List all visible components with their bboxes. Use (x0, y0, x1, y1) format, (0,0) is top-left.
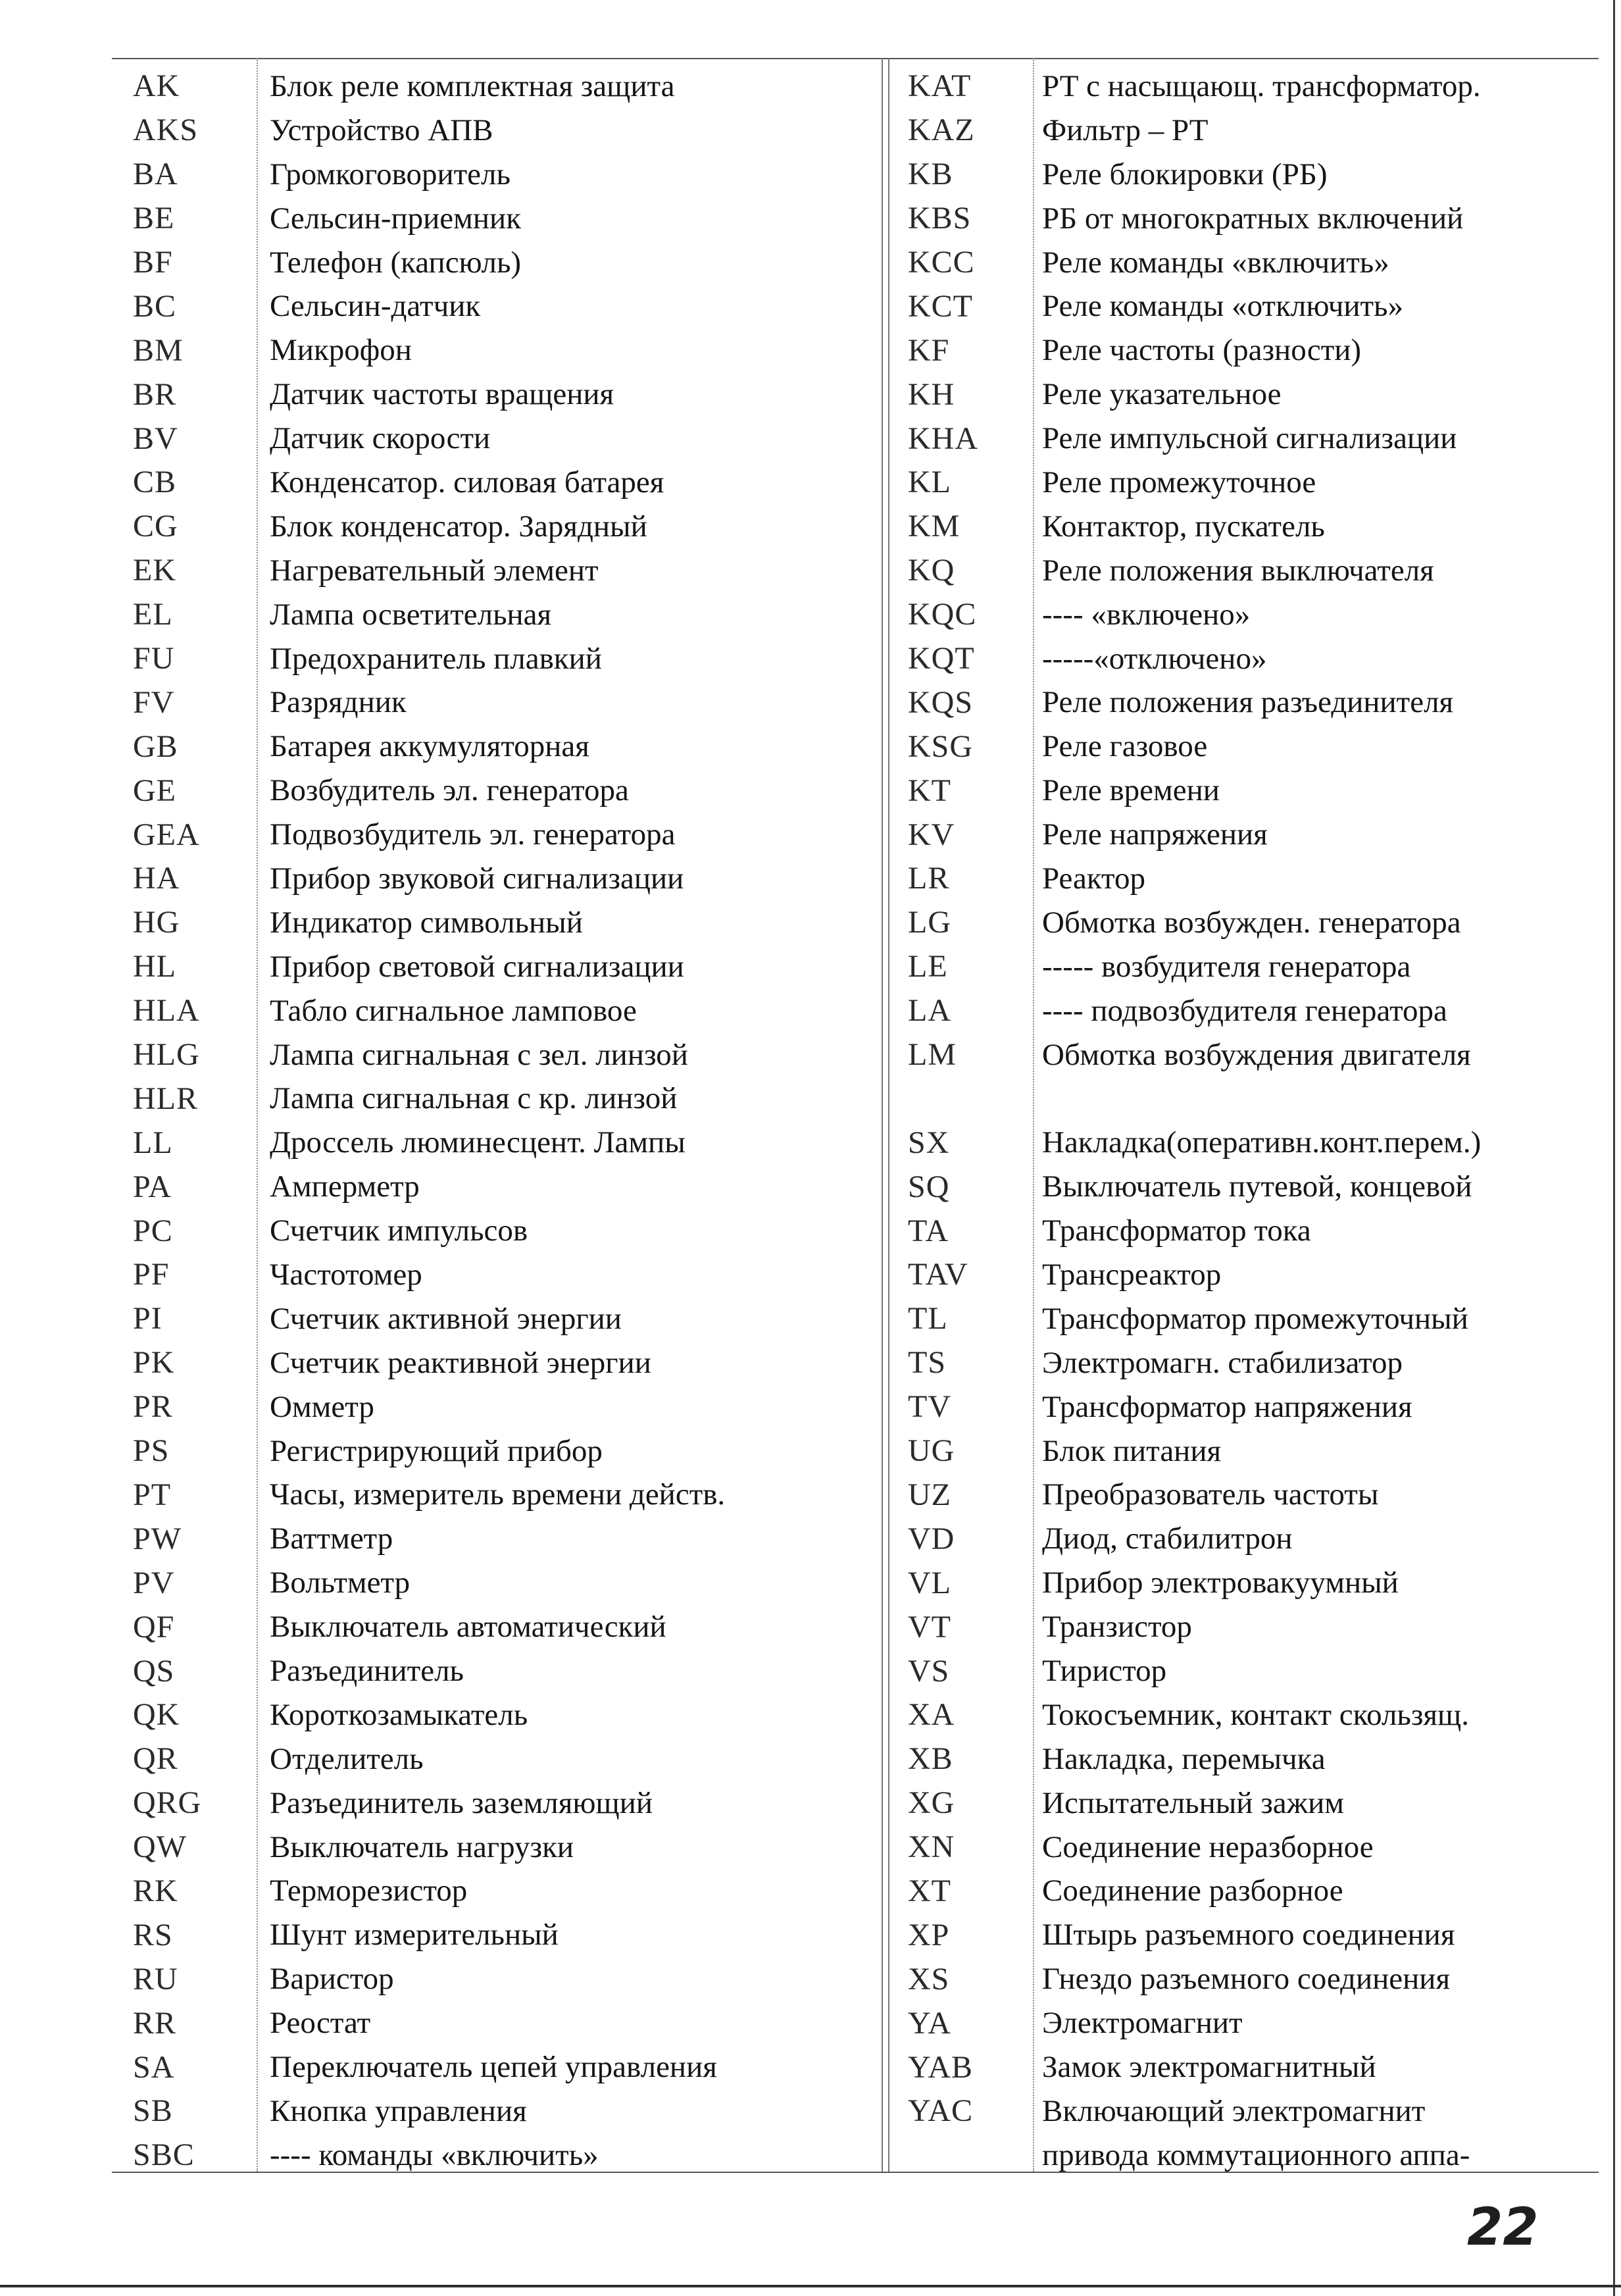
table-row (112, 1209, 875, 1253)
table-row (112, 989, 875, 1033)
designation-description: Датчик частоты вращения (270, 377, 614, 412)
designation-description: привода коммутационного аппа- (1042, 2137, 1470, 2172)
table-row (112, 1693, 875, 1737)
designation-code: KAZ (908, 113, 975, 148)
table-row (895, 1341, 1599, 1385)
designation-table (112, 58, 1599, 2177)
table-row (895, 901, 1599, 945)
designation-code: PV (133, 1565, 175, 1600)
table-row (112, 1737, 875, 1781)
designation-code: CB (133, 465, 177, 500)
designation-description: Тиристор (1042, 1654, 1167, 1688)
table-row (895, 680, 1599, 725)
designation-code: VT (908, 1609, 951, 1645)
designation-description: Варистор (270, 1962, 394, 1997)
designation-description: Реле команды «отключить» (1042, 289, 1403, 324)
designation-description: Транзистор (1042, 1610, 1192, 1645)
designation-description: Накладка(оперативн.конт.перем.) (1042, 1125, 1482, 1160)
table-row (895, 2001, 1599, 2045)
table-row (895, 1517, 1599, 1561)
designation-code: VS (908, 1653, 950, 1689)
designation-description: Лампа осветительная (270, 597, 552, 632)
table-row (895, 64, 1599, 109)
designation-code: UG (908, 1433, 955, 1469)
designation-code: TV (908, 1389, 951, 1425)
table-row (112, 109, 875, 153)
table-row (895, 1957, 1599, 2001)
table-row (112, 813, 875, 857)
table-row (895, 1209, 1599, 1253)
designation-code: GE (133, 773, 176, 808)
table-row (895, 1165, 1599, 1209)
designation-description: Вольтметр (270, 1566, 411, 1600)
designation-description: Испытательный зажим (1042, 1785, 1345, 1820)
table-row (895, 241, 1599, 285)
table-row (112, 2045, 875, 2089)
designation-description: Конденсатор. силовая батарея (270, 465, 664, 499)
designation-code: CG (133, 509, 178, 544)
designation-description: Реле газовое (1042, 729, 1208, 764)
table-row (895, 372, 1599, 417)
table-row (895, 417, 1599, 461)
table-row (895, 989, 1599, 1033)
table-row (895, 1605, 1599, 1649)
designation-description: Ваттметр (270, 1521, 393, 1556)
designation-description: Разъединитель заземляющий (270, 1785, 653, 1820)
designation-description: Реактор (1042, 861, 1145, 896)
designation-code: BR (133, 376, 177, 412)
designation-code: PF (133, 1257, 170, 1292)
designation-code: QR (133, 1741, 178, 1777)
table-row (895, 945, 1599, 989)
designation-description: Телефон (капсюль) (270, 245, 522, 280)
designation-code: RU (133, 1961, 178, 1997)
designation-description: Контактор, пускатель (1042, 509, 1325, 544)
designation-description: -----«отключено» (1042, 641, 1267, 676)
designation-description: Кнопка управления (270, 2093, 527, 2128)
designation-code: XP (908, 1917, 950, 1952)
table-row (895, 1561, 1599, 1605)
table-row (895, 1077, 1599, 1121)
table-row (895, 284, 1599, 328)
table-row (895, 1825, 1599, 1870)
table-row (895, 1913, 1599, 1957)
designation-description: Часы, измеритель времени действ. (270, 1477, 726, 1512)
table-row (895, 1429, 1599, 1473)
table-row (112, 637, 875, 681)
designation-description: Соединение разборное (1042, 1874, 1343, 1908)
designation-code: KQ (908, 553, 955, 588)
designation-description: ---- «включено» (1042, 597, 1251, 632)
designation-code: KF (908, 332, 950, 368)
table-row (112, 901, 875, 945)
designation-code: KSG (908, 728, 974, 764)
designation-description: Регистрирующий прибор (270, 1433, 603, 1468)
designation-description: Накладка, перемычка (1042, 1741, 1326, 1776)
designation-description: Лампа сигнальная с кр. линзой (270, 1081, 678, 1116)
designation-description: Выключатель нагрузки (270, 1829, 574, 1864)
designation-description: Возбудитель эл. генератора (270, 773, 629, 808)
table-row (112, 680, 875, 725)
designation-description: Электромагн. стабилизатор (1042, 1345, 1403, 1380)
designation-code: PI (133, 1301, 162, 1337)
designation-description: Реле частоты (разности) (1042, 333, 1362, 368)
table-row (112, 241, 875, 285)
designation-code: EL (133, 597, 173, 632)
designation-description: Батарея аккумуляторная (270, 729, 589, 764)
designation-code: LR (908, 861, 950, 896)
designation-description: Шунт измерительный (270, 1918, 559, 1952)
table-row (112, 284, 875, 328)
center-divider-second (888, 58, 889, 2172)
designation-description: Реостат (270, 2006, 371, 2041)
designation-description: Прибор электровакуумный (1042, 1566, 1399, 1600)
designation-description: Микрофон (270, 333, 412, 368)
table-row (895, 1473, 1599, 1518)
designation-description: Реле положения выключателя (1042, 553, 1434, 588)
designation-description: РТ с насыщающ. трансформатор. (1042, 68, 1481, 103)
table-row (895, 1121, 1599, 1165)
table-row (112, 505, 875, 549)
designation-description: Сельсин-датчик (270, 289, 481, 324)
designation-code: XA (908, 1697, 955, 1733)
designation-description: Сельсин-приемник (270, 201, 522, 236)
table-row (112, 549, 875, 593)
table-row (895, 1870, 1599, 1914)
designation-description: Амперметр (270, 1169, 420, 1204)
designation-description: Подвозбудитель эл. генератора (270, 817, 676, 852)
designation-code: KV (908, 817, 955, 852)
designation-description: Замок электромагнитный (1042, 2050, 1376, 2085)
designation-code: EK (133, 553, 176, 588)
designation-description: Трансреактор (1042, 1257, 1222, 1292)
table-row (895, 1693, 1599, 1737)
table-row (895, 549, 1599, 593)
designation-code: QK (133, 1697, 180, 1733)
page-number: 22 (1467, 2198, 1539, 2257)
designation-code: KHA (908, 421, 978, 456)
designation-code: YA (908, 2005, 952, 2041)
designation-code: KL (908, 465, 951, 500)
table-row (112, 328, 875, 372)
designation-description: Трансформатор тока (1042, 1213, 1311, 1248)
right-column (895, 64, 1599, 2178)
designation-description: Дроссель люминесцент. Лампы (270, 1125, 686, 1160)
designation-code: VL (908, 1565, 951, 1600)
designation-code: KQC (908, 597, 977, 632)
designation-description: РБ от многократных включений (1042, 201, 1464, 236)
designation-description: Трансформатор промежуточный (1042, 1301, 1468, 1336)
table-row (112, 1870, 875, 1914)
table-row (112, 153, 875, 197)
designation-description: Нагревательный элемент (270, 553, 599, 588)
table-row (895, 505, 1599, 549)
designation-description: Реле импульсной сигнализации (1042, 421, 1457, 456)
designation-description: Реле блокировки (РБ) (1042, 157, 1328, 191)
designation-code: QF (133, 1609, 175, 1645)
table-row (112, 1913, 875, 1957)
designation-description: Громкоговоритель (270, 157, 511, 191)
designation-description: ----- возбудителя генератора (1042, 949, 1411, 984)
designation-code: BC (133, 288, 177, 324)
table-row (112, 1825, 875, 1870)
table-row (112, 417, 875, 461)
table-row (112, 2001, 875, 2045)
table-row (112, 1341, 875, 1385)
designation-code: SA (133, 2049, 175, 2085)
page-bottom-border (0, 2285, 1621, 2287)
designation-code: BF (133, 245, 173, 280)
designation-code: HL (133, 949, 176, 984)
designation-description: Гнездо разъемного соединения (1042, 1962, 1451, 1997)
table-row (112, 1781, 875, 1825)
designation-code: RR (133, 2005, 177, 2041)
designation-description: Разъединитель (270, 1654, 464, 1688)
designation-code: XT (908, 1873, 951, 1908)
table-row (112, 1517, 875, 1561)
designation-code: BM (133, 332, 184, 368)
designation-code: QW (133, 1829, 187, 1865)
designation-code: LA (908, 993, 951, 1029)
designation-description: Короткозамыкатель (270, 1697, 528, 1732)
designation-description: Выключатель автоматический (270, 1610, 666, 1645)
table-row (112, 769, 875, 813)
table-row (895, 1385, 1599, 1429)
designation-code: KQT (908, 641, 975, 676)
designation-description: Блок питания (1042, 1433, 1222, 1468)
table-row (112, 1561, 875, 1605)
table-row (895, 328, 1599, 372)
designation-description: Отделитель (270, 1741, 424, 1776)
designation-description: Реле промежуточное (1042, 465, 1316, 499)
table-row (895, 2133, 1599, 2178)
designation-description: ---- команды «включить» (270, 2137, 599, 2172)
designation-description: Счетчик импульсов (270, 1213, 528, 1248)
page-right-border (1613, 0, 1615, 2296)
table-row (895, 153, 1599, 197)
designation-code: TS (908, 1345, 947, 1381)
table-row (112, 1121, 875, 1165)
table-row (895, 2089, 1599, 2133)
designation-code: LM (908, 1037, 957, 1073)
designation-code: AKS (133, 113, 199, 148)
designation-code: PT (133, 1477, 172, 1512)
designation-description: Индикатор символьный (270, 905, 583, 940)
designation-description: Разрядник (270, 685, 407, 720)
table-row (112, 1165, 875, 1209)
table-row (112, 1033, 875, 1077)
table-row (895, 593, 1599, 637)
designation-description: Реле времени (1042, 773, 1220, 808)
designation-description: Блок конденсатор. Зарядный (270, 509, 647, 544)
table-row (895, 1781, 1599, 1825)
designation-code: SBC (133, 2137, 195, 2173)
designation-code: KB (908, 157, 953, 192)
designation-description: Устройство АПВ (270, 113, 493, 147)
designation-code: KH (908, 376, 955, 412)
designation-code: RK (133, 1873, 178, 1908)
designation-code: XB (908, 1741, 953, 1777)
designation-description: Счетчик реактивной энергии (270, 1345, 651, 1380)
table-row (112, 1957, 875, 2001)
designation-code: LE (908, 949, 948, 984)
designation-code: TAV (908, 1257, 968, 1292)
designation-code: KQS (908, 684, 974, 720)
designation-description: Прибор звуковой сигнализации (270, 861, 684, 896)
designation-description: Диод, стабилитрон (1042, 1521, 1293, 1556)
designation-description: Омметр (270, 1389, 374, 1424)
table-row (112, 461, 875, 505)
designation-code: UZ (908, 1477, 951, 1512)
table-row (895, 637, 1599, 681)
designation-code: KBS (908, 201, 972, 236)
designation-code: HA (133, 861, 180, 896)
designation-code: QRG (133, 1785, 202, 1821)
table-row (112, 1253, 875, 1297)
designation-code: PC (133, 1213, 173, 1248)
designation-description: Прибор световой сигнализации (270, 949, 684, 984)
designation-code: SQ (908, 1169, 950, 1204)
table-row (112, 725, 875, 769)
table-row (112, 2089, 875, 2133)
table-row (895, 725, 1599, 769)
designation-description: Частотомер (270, 1257, 422, 1292)
table-row (112, 1429, 875, 1473)
designation-code: HLA (133, 993, 200, 1029)
designation-code: HG (133, 905, 180, 940)
table-row (895, 769, 1599, 813)
table-top-rule (112, 58, 1599, 59)
designation-code: PR (133, 1389, 173, 1425)
designation-description: Обмотка возбужден. генератора (1042, 905, 1461, 940)
designation-code: GEA (133, 817, 200, 852)
designation-description: Соединение неразборное (1042, 1829, 1374, 1864)
table-row (895, 1033, 1599, 1077)
designation-code: VD (908, 1521, 955, 1556)
table-row (112, 1385, 875, 1429)
designation-code: AK (133, 68, 180, 104)
designation-code: PW (133, 1521, 182, 1556)
designation-code: FU (133, 641, 175, 676)
designation-description: Реле указательное (1042, 377, 1282, 412)
designation-description: Блок реле комплектная защита (270, 68, 675, 103)
table-row (112, 2133, 875, 2178)
designation-description: Счетчик активной энергии (270, 1301, 622, 1336)
designation-description: ---- подвозбудителя генератора (1042, 993, 1447, 1028)
table-row (895, 1253, 1599, 1297)
designation-code: HLR (133, 1081, 198, 1116)
designation-code: KCC (908, 245, 975, 280)
table-row (895, 857, 1599, 901)
designation-description: Выключатель путевой, концевой (1042, 1169, 1472, 1204)
table-row (895, 197, 1599, 241)
table-row (112, 372, 875, 417)
table-row (112, 1077, 875, 1121)
designation-description: Лампа сигнальная с зел. линзой (270, 1037, 688, 1072)
designation-description: Реле напряжения (1042, 817, 1268, 852)
table-row (895, 109, 1599, 153)
designation-code: BA (133, 157, 178, 192)
designation-code: TL (908, 1301, 948, 1337)
designation-code: YAB (908, 2049, 974, 2085)
designation-description: Фильтр – РТ (1042, 113, 1209, 147)
designation-description: Реле команды «включить» (1042, 245, 1389, 280)
table-row (112, 1649, 875, 1693)
designation-code: HLG (133, 1037, 200, 1073)
table-row (895, 1737, 1599, 1781)
designation-code: GB (133, 728, 178, 764)
table-row (112, 64, 875, 109)
designation-code: KCT (908, 288, 973, 324)
designation-description: Реле положения разъединителя (1042, 685, 1454, 720)
table-row (112, 593, 875, 637)
designation-description: Обмотка возбуждения двигателя (1042, 1037, 1471, 1072)
designation-code: KAT (908, 68, 972, 104)
designation-code: PK (133, 1345, 175, 1381)
table-row (895, 1649, 1599, 1693)
designation-description: Включающий электромагнит (1042, 2093, 1426, 2128)
designation-code: KT (908, 773, 951, 808)
designation-code: TA (908, 1213, 949, 1248)
table-row (112, 1473, 875, 1518)
table-row (112, 197, 875, 241)
table-row (112, 945, 875, 989)
table-row (895, 1297, 1599, 1341)
designation-code: LG (908, 905, 951, 940)
designation-description: Электромагнит (1042, 2006, 1243, 2041)
table-row (112, 1297, 875, 1341)
designation-description: Штырь разъемного соединения (1042, 1918, 1455, 1952)
designation-code: PS (133, 1433, 170, 1469)
designation-code: PA (133, 1169, 172, 1204)
designation-code: XN (908, 1829, 955, 1865)
designation-code: KM (908, 509, 960, 544)
table-row (895, 461, 1599, 505)
designation-code: SB (133, 2093, 173, 2129)
designation-description: Датчик скорости (270, 421, 491, 456)
designation-code: QS (133, 1653, 175, 1689)
table-row (112, 857, 875, 901)
designation-code: BV (133, 421, 178, 456)
table-row (895, 2045, 1599, 2089)
designation-code: LL (133, 1125, 173, 1160)
designation-code: YAC (908, 2093, 974, 2129)
designation-code: FV (133, 684, 175, 720)
designation-description: Табло сигнальное ламповое (270, 993, 637, 1028)
designation-description: Токосъемник, контакт скользящ. (1042, 1697, 1469, 1732)
center-divider (882, 58, 883, 2172)
left-column (112, 64, 875, 2178)
table-row (112, 1605, 875, 1649)
designation-code: XS (908, 1961, 950, 1997)
designation-code: SX (908, 1125, 950, 1160)
designation-description: Преобразователь частоты (1042, 1477, 1379, 1512)
table-row (895, 813, 1599, 857)
designation-description: Предохранитель плавкий (270, 641, 602, 676)
designation-code: XG (908, 1785, 955, 1821)
designation-description: Трансформатор напряжения (1042, 1389, 1412, 1424)
designation-code: RS (133, 1917, 173, 1952)
designation-code: BE (133, 201, 175, 236)
designation-description: Переключатель цепей управления (270, 2050, 717, 2085)
designation-description: Терморезистор (270, 1874, 468, 1908)
